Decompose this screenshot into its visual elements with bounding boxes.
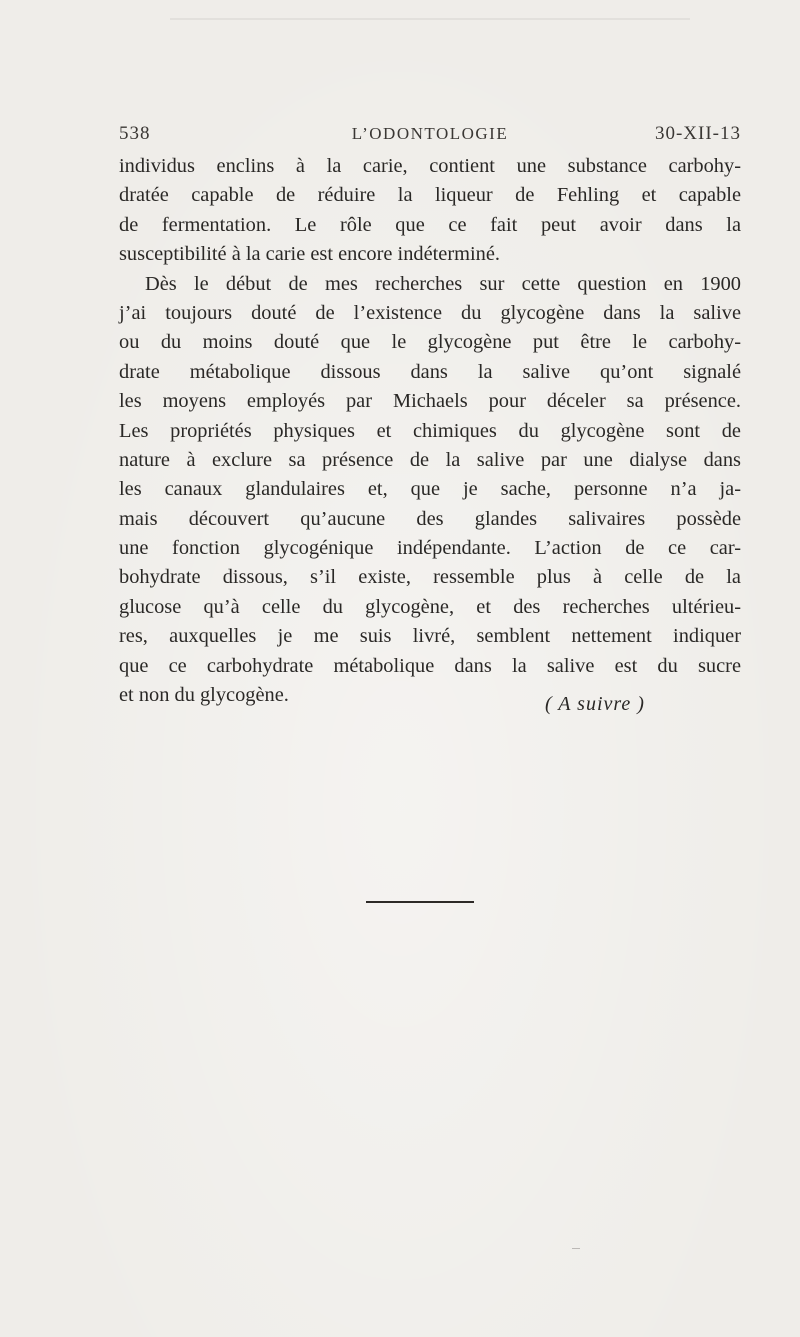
text-line: que ce carbohydrate métabolique dans la salive est du sucre — [119, 654, 741, 677]
text-line: drate métabolique dissous dans la salive qu’ont signalé — [119, 360, 741, 383]
text-line: glucose qu’à celle du glycogène, et des recherches ultérieu- — [119, 595, 741, 618]
text-line: Les propriétés physiques et chimiques du glycogène sont de — [119, 419, 741, 442]
journal-title: L’ODONTOLOGIE — [351, 124, 509, 143]
body-text — [119, 152, 741, 710]
continuation-note: ( A suivre ) — [545, 693, 645, 715]
running-header — [119, 123, 741, 149]
text-line: mais découvert qu’aucune des glandes salivaires possède — [119, 507, 741, 530]
text-line: et non du glycogène. — [119, 684, 289, 707]
text-line: nature à exclure sa présence de la salive par une dialyse dans — [119, 448, 741, 471]
issue-date: 30-XII-13 — [654, 123, 741, 144]
text-line: de fermentation. Le rôle que ce fait peut avoir dans la — [119, 213, 741, 236]
text-line: une fonction glycogénique indépendante. L’action de ce car- — [119, 537, 741, 560]
bleed-through-mark — [170, 18, 690, 28]
text-line: bohydrate dissous, s’il existe, ressemble plus à celle de la — [119, 566, 741, 589]
text-line: ou du moins douté que le glycogène put être le carbohy- — [119, 331, 741, 354]
text-line: les canaux glandulaires et, que je sache, personne n’a ja- — [119, 478, 741, 501]
text-line: dratée capable de réduire la liqueur de Fehling et capable — [119, 184, 741, 207]
text-line: susceptibilité à la carie est encore indéterminé. — [119, 243, 501, 266]
text-line: individus enclins à la carie, contient une substance carbohy- — [119, 155, 741, 177]
page-number: 538 — [119, 123, 151, 144]
section-divider — [366, 901, 474, 903]
text-line: j’ai toujours douté de l’existence du glycogène dans la salive — [119, 301, 741, 324]
text-line: res, auxquelles je me suis livré, semblent nettement indiquer — [119, 625, 741, 648]
text-line: les moyens employés par Michaels pour déceler sa présence. — [119, 390, 741, 413]
paper-speck — [572, 1248, 580, 1249]
text-line: Dès le début de mes recherches sur cette question en 1900 — [145, 272, 741, 295]
